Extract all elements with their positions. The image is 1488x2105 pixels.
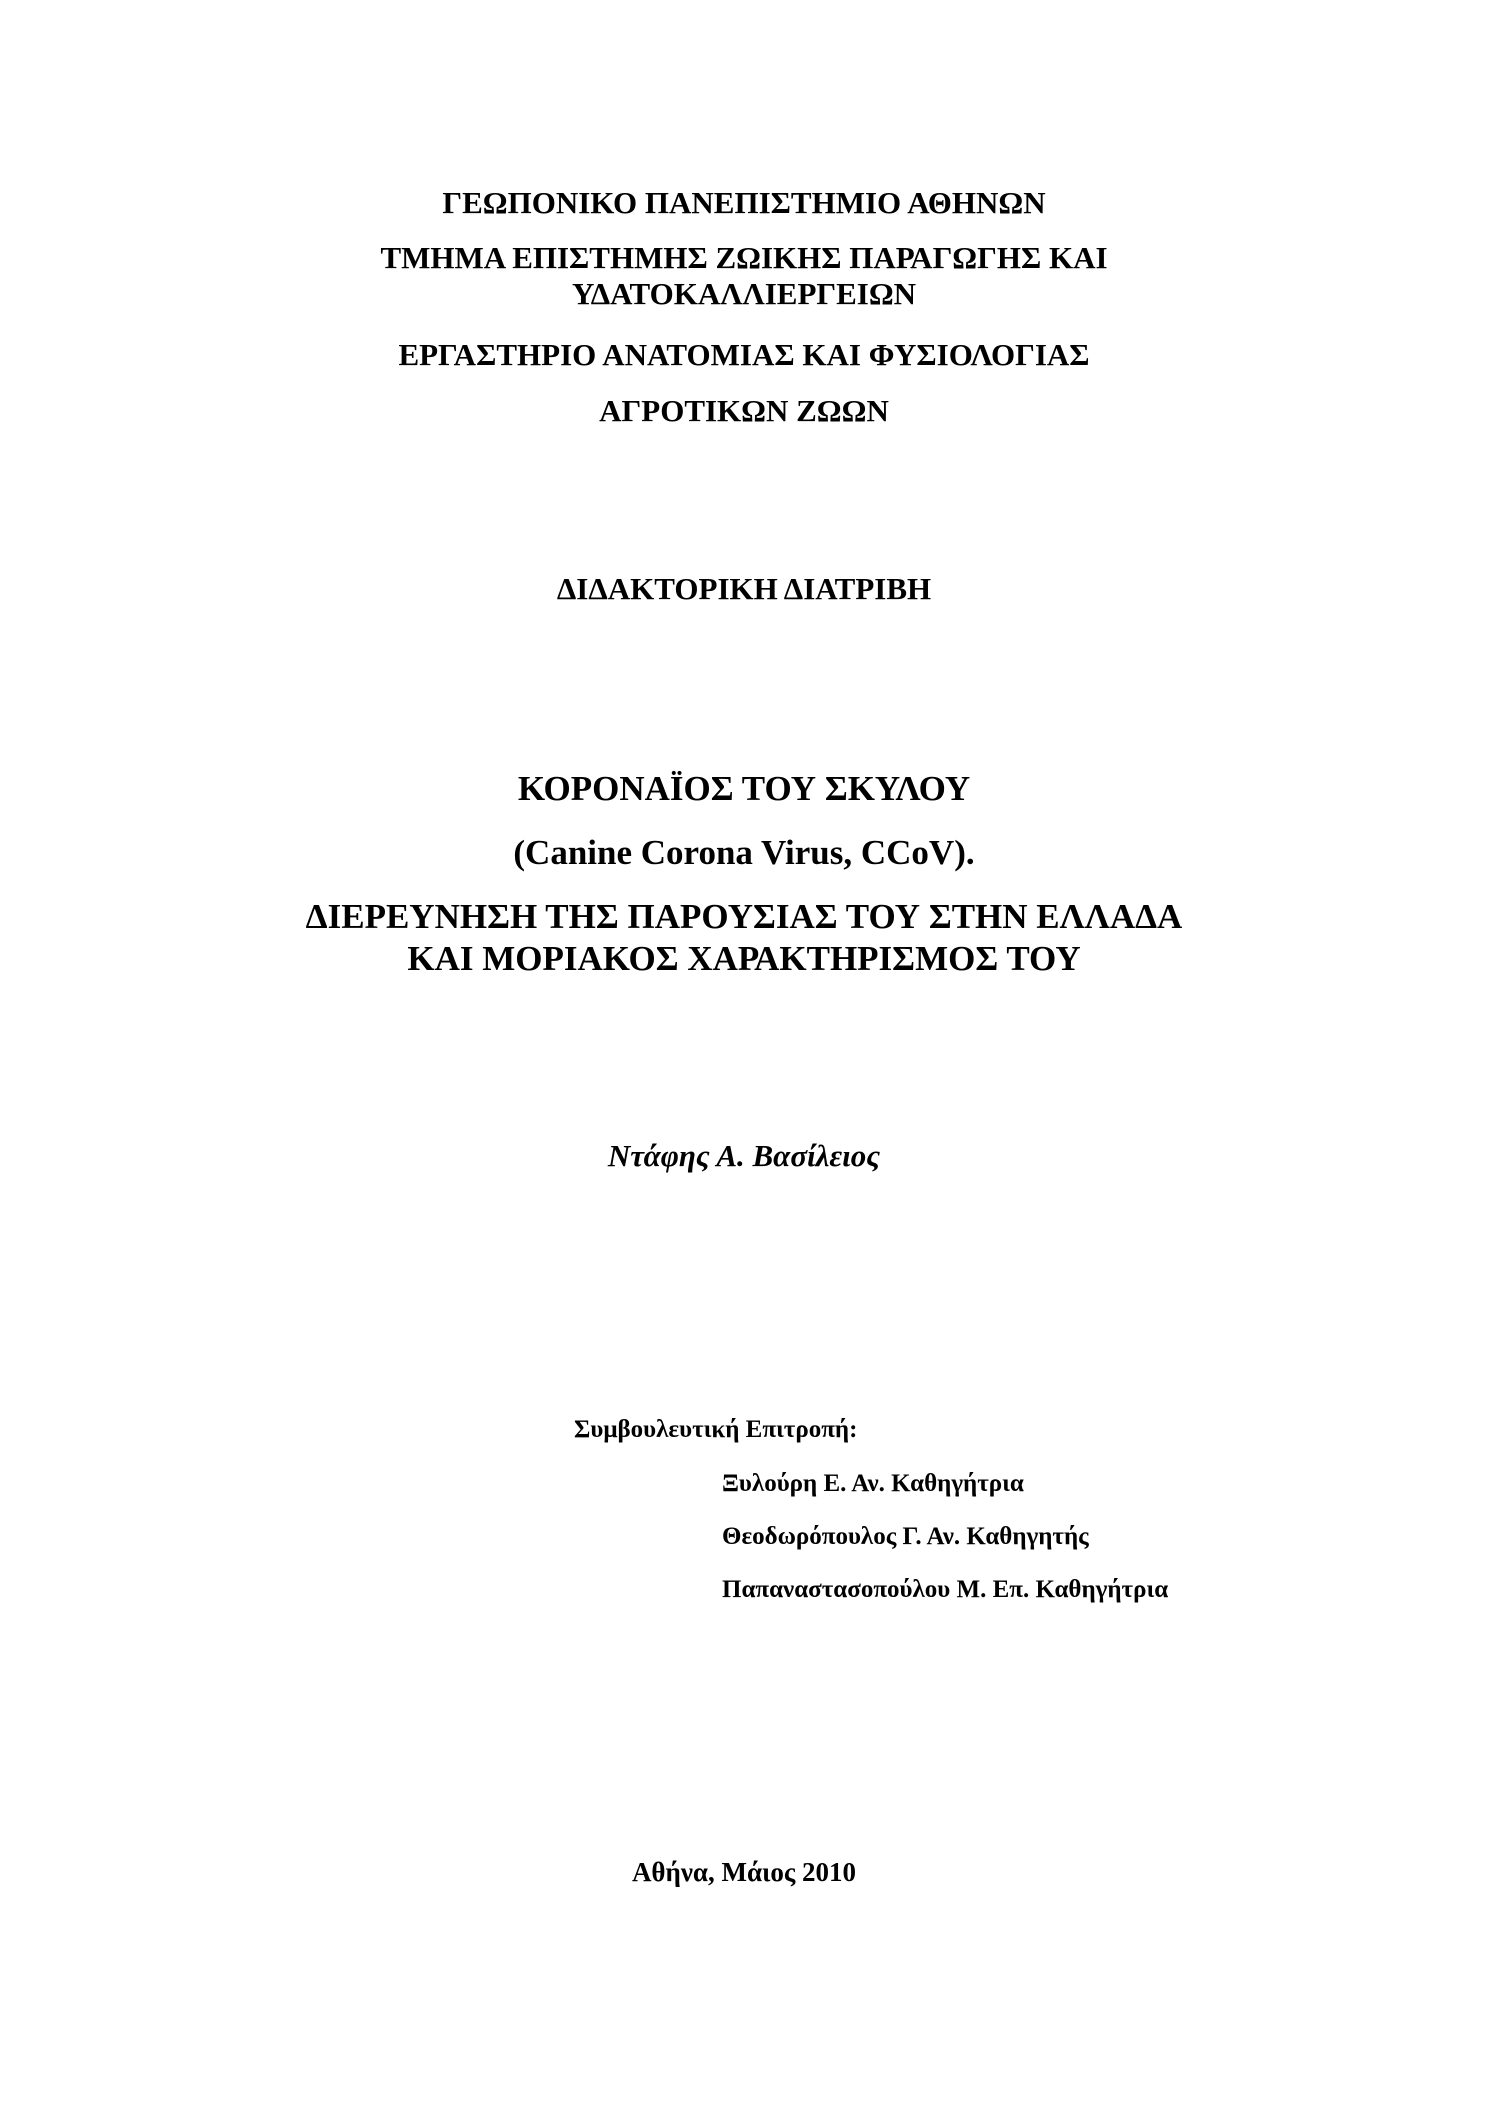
title-line-2: (Canine Corona Virus, CCoV). — [513, 833, 975, 872]
author-name: Ντάφης Α. Βασίλειος — [607, 1138, 881, 1173]
department-line-1: ΤΜΗΜΑ ΕΠΙΣΤΗΜΗΣ ΖΩΙΚΗΣ ΠΑΡΑΓΩΓΗΣ ΚΑΙ — [380, 240, 1108, 275]
place-and-date: Αθήνα, Μάιος 2010 — [631, 1857, 857, 1887]
committee-heading: Συμβουλευτική Επιτροπή: — [574, 1416, 858, 1443]
committee-member: Θεοδωρόπουλος Γ. Αν. Καθηγητής — [722, 1523, 1089, 1550]
committee-member: Παπαναστασοπούλου Μ. Επ. Καθηγήτρια — [722, 1576, 1169, 1603]
university-name: ΓΕΩΠΟΝΙΚΟ ΠΑΝΕΠΙΣΤΗΜΙΟ ΑΘΗΝΩΝ — [442, 185, 1046, 220]
title-line-3: ΔΙΕΡΕΥΝΗΣΗ ΤΗΣ ΠΑΡΟΥΣΙΑΣ ΤΟΥ ΣΤΗΝ ΕΛΛΑΔΑ — [305, 897, 1183, 936]
committee-member: Ξυλούρη Ε. Αν. Καθηγήτρια — [722, 1470, 1024, 1497]
title-line-1: ΚΟΡΟΝΑΪΟΣ ΤΟΥ ΣΚΥΛΟΥ — [517, 769, 971, 808]
title-line-4: ΚΑΙ ΜΟΡΙΑΚΟΣ ΧΑΡΑΚΤΗΡΙΣΜΟΣ ΤΟΥ — [407, 939, 1081, 978]
lab-line-2: ΑΓΡΟΤΙΚΩΝ ΖΩΩΝ — [599, 393, 889, 428]
lab-line-1: ΕΡΓΑΣΤΗΡΙΟ ΑΝΑΤΟΜΙΑΣ ΚΑΙ ΦΥΣΙΟΛΟΓΙΑΣ — [398, 337, 1090, 372]
department-line-2: ΥΔΑΤΟΚΑΛΛΙΕΡΓΕΙΩΝ — [571, 276, 917, 311]
document-type: ΔΙΔΑΚΤΟΡΙΚΗ ΔΙΑΤΡΙΒΗ — [556, 571, 932, 606]
